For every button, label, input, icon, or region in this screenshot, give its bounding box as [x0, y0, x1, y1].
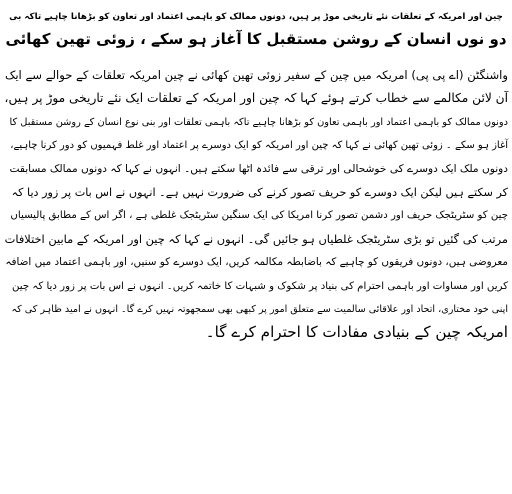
body-line: دونوں ملک ایک دوسرے کی خوشحالی اور ترقی سے فائدہ اٹھا سکتے ہیں۔ انہوں نے کہا کہ دونوں ممالک مسابقت — [9, 162, 508, 175]
body-line: مرتب کی گئیں تو بڑی سٹریٹجک غلطیاں ہو جائیں گی۔ انہوں نے کہا کہ چین اور امریکہ کے مابین اختلافات — [4, 231, 508, 246]
body-line: چین کو سٹریٹجک حریف اور دشمن تصور کرنا امریکا کی ایک سنگین سٹریٹجک غلطی ہے ، اگر اس کے مطابق پالیسیاں — [10, 210, 508, 222]
body-line: آن لائن مکالمے سے خطاب کرتے ہوئے کہا کہ چین اور امریکہ کے تعلقات ایک نئے تاریخی موڑ پر ہیں، — [4, 91, 508, 106]
body-line: اپنی خود مختاری، اتحاد اور علاقائی سالمیت سے متعلق امور پر کبھی بھی سمجھوتہ نہیں کرے گا۔ انہوں نے امید ظاہر کی کہ — [11, 304, 508, 316]
body-line: کریں اور مساوات اور باہمی احترام کی بنیاد پر شکوک و شبہات کا خاتمہ کریں۔ انہوں نے اس بات پر زور دیا کہ چین — [12, 280, 508, 292]
body-line: معروضی ہیں، دونوں فریقوں کو چاہیے کہ باضابطہ مکالمہ کریں، ایک دوسرے کو سنیں، اور باہمی اعتماد میں اضافہ — [5, 256, 508, 269]
article-headline — [4, 6, 508, 50]
body-line: امریکہ چین کے بنیادی مفادات کا احترام کرے گا۔ — [205, 323, 508, 342]
article — [4, 6, 508, 490]
body-line: واشنگٹن (اے پی پی) امریکہ میں چین کے سفیر زوئی تھین کھائی نے چین امریکہ تعلقات کے حوالے سے ایک — [4, 68, 508, 82]
body-line: کر سکتے ہیں لیکن ایک دوسرے کو حریف تصور کرنے کی ضرورت نہیں ہے۔ انہوں نے اس بات پر زور دیا کہ — [11, 186, 508, 200]
article-body — [4, 64, 508, 345]
body-line: آغاز ہو سکے ۔ زوئی تھین کھائی نے کہا کہ چین اور امریکہ کو ایک دوسرے پر اعتماد اور غلط فہمیوں کو دور کرنا چاہیے، — [10, 140, 508, 152]
headline-line: چین اور امریکہ کے تعلقات نئے تاریخی موڑ پر ہیں، دونوں ممالک کو باہمی اعتماد اور تعاون کو بڑھانا چاہیے تاکہ بی — [9, 12, 503, 22]
body-line: دونوں ممالک کو باہمی اعتماد اور باہمی تعاون کو بڑھانا چاہیے تاکہ باہمی تعلقات اور بنی نوع انسان کے روشن مستقبل کا — [9, 116, 508, 128]
headline-line: دو نوں انسان کے روشن مستقبل کا آغاز ہو سکے ، زوئی تھین کھائی — [5, 30, 507, 48]
